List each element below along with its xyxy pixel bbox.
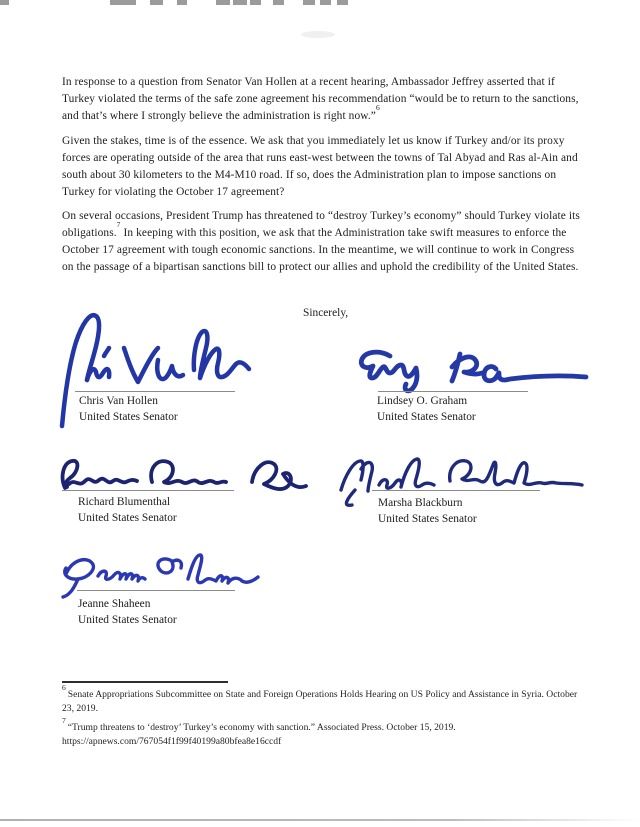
signer-name: Jeanne Shaheen (78, 598, 151, 610)
scan-artifact (216, 0, 230, 5)
footnote-6 (62, 682, 586, 715)
signer-name: Marsha Blackburn (378, 497, 463, 509)
paragraph-text: On several occasions, President Trump has threatened to “destroy Turkey’s economy” should Turkey violate its obligations. (62, 210, 580, 239)
signature-lindsey-graham (356, 346, 590, 394)
scan-artifact-bottom (0, 819, 640, 821)
paragraph-text: In response to a question from Senator Van Hollen at a recent hearing, Ambassador Jeffrey asserted that if Turkey violated the terms of the safe zone agreement his recommendation “would be to return to the sanctions, and that’s where I strongly believe the administration is right now.” (62, 76, 579, 122)
scan-artifact (177, 0, 187, 5)
signature-line (62, 490, 234, 491)
body-paragraph-3 (62, 208, 584, 276)
signer-block (78, 596, 177, 628)
scan-artifact (320, 0, 331, 5)
signer-title: United States Senator (78, 512, 177, 524)
signer-block (79, 393, 178, 425)
signer-title: United States Senator (377, 411, 476, 423)
signer-title: United States Senator (79, 411, 178, 423)
footnote-text: Senate Appropriations Subcommittee on State and Foreign Operations Holds Hearing on US Policy and Assistance in Syria. October 23, 2019. (62, 689, 578, 714)
footnote-text: “Trump threatens to ‘destroy’ Turkey’s economy with sanction.” Associated Press. October 15, 2019. (67, 722, 456, 733)
signer-block (377, 393, 476, 425)
body-paragraph-1 (62, 74, 584, 125)
signature-line (378, 391, 528, 392)
signature-line (372, 490, 540, 491)
body-paragraph-2 (62, 133, 584, 201)
scan-smudge (301, 31, 335, 38)
signature-line (75, 391, 235, 392)
footnote-separator (62, 681, 228, 683)
signature-line (77, 590, 235, 591)
scan-artifact (303, 0, 315, 5)
footnote-ref-6: 6 (375, 103, 380, 113)
scan-artifact (273, 0, 284, 5)
paragraph-text: In keeping with this position, we ask that the Administration take swift measures to enforce the October 17 agreement with tough economic sanctions. In the meantime, we will continue to work in Congress on the passage of a bipartisan sanctions bill to protect our allies and uphold the credibility of the United States. (62, 227, 579, 273)
scan-artifact (337, 0, 348, 5)
signer-title: United States Senator (78, 614, 177, 626)
scan-artifact (150, 0, 163, 5)
scan-artifact (0, 0, 9, 5)
closing-salutation: Sincerely, (303, 307, 349, 319)
footnote-url: https://apnews.com/767054f1f99f40199a80bfea8e16ccdf (62, 735, 282, 747)
paragraph-text: Given the stakes, time is of the essence. We ask that you immediately let us know if Turkey and/or its proxy forces are operating outside of the area that runs east-west between the towns of Tal Abyad and Ras al-Ain and south about 30 kilometers to the M4-M10 road. If so, does the Administration plan to impose sanctions on Turkey for violating the October 17 agreement? (62, 135, 578, 198)
footnote-number: 7 (62, 715, 66, 725)
signer-name: Richard Blumenthal (78, 496, 171, 508)
footnote-7 (62, 715, 586, 748)
signer-name: Chris Van Hollen (79, 395, 158, 407)
signer-block (78, 494, 177, 526)
scan-artifact (110, 0, 136, 5)
scan-artifact (250, 0, 261, 5)
signer-title: United States Senator (378, 513, 477, 525)
footnote-ref-7: 7 (116, 220, 121, 230)
signer-block (378, 495, 477, 527)
signer-name: Lindsey O. Graham (377, 395, 468, 407)
scan-artifact (233, 0, 247, 5)
signature-jeanne-shaheen (50, 550, 265, 602)
footnote-number: 6 (62, 682, 66, 692)
